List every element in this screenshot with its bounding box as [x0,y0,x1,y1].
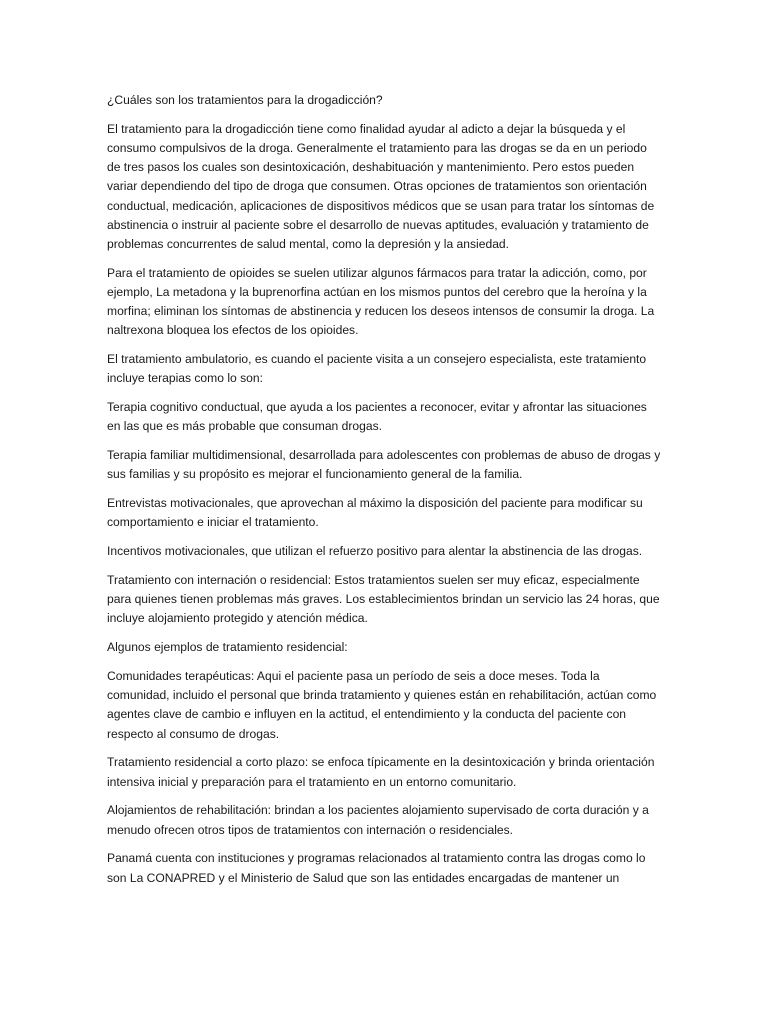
paragraph-therapeutic-communities: Comunidades terapéuticas: Aqui el paciente pasa un período de seis a doce meses. Toda la comunidad, incluido el personal que brinda tratamiento y quienes están en rehabilitación, actúan como agentes clave de cambio e influyen en la actitud, el entendimiento y la conducta del paciente con respecto al consumo de drogas. [107,669,657,741]
paragraph-recovery-housing: Alojamientos de rehabilitación: brindan a los pacientes alojamiento supervisado de corta duración y a menudo ofrecen otros tipos de tratamientos con internación o residenciales. [107,803,649,837]
paragraph-cognitive-behavioral-therapy: Terapia cognitivo conductual, que ayuda a los pacientes a reconocer, evitar y afrontar las situaciones en las que es más probable que consuman drogas. [107,400,647,434]
paragraph-treatment-overview: El tratamiento para la drogadicción tiene como finalidad ayudar al adicto a dejar la búsqueda y el consumo compulsivos de la droga. Generalmente el tratamiento para las drogas se da en un periodo de tres pasos los cuales son desintoxicación, deshabituación y mantenimiento. Pero estos pueden variar dependiendo del tipo de droga que consumen. Otras opciones de tratamientos son orientación conductual, medicación, aplicaciones de dispositivos médicos que se usan para tratar los síntomas de abstinencia o instruir al paciente sobre el desarrollo de nuevas aptitudes, evaluación y tratamiento de problemas concurrentes de salud mental, como la depresión y la ansiedad. [107,121,655,252]
paragraph-short-term-residential: Tratamiento residencial a corto plazo: se enfoca típicamente en la desintoxicación y brinda orientación intensiva inicial y preparación para el tratamiento en un entorno comunitario. [107,755,655,789]
paragraph-motivational-incentives: Incentivos motivacionales, que utilizan el refuerzo positivo para alentar la abstinencia de las drogas. [107,544,643,559]
document-question-heading: ¿Cuáles son los tratamientos para la drogadicción? [107,93,383,107]
paragraph-residential-treatment: Tratamiento con internación o residencial: Estos tratamientos suelen ser muy eficaz, especialmente para quienes tienen problemas más graves. Los establecimientos brindan un servicio las 24 horas, que incluye alojamiento protegido y atención médica. [107,573,660,626]
paragraph-motivational-interviews: Entrevistas motivacionales, que aprovechan al máximo la disposición del paciente para modificar su comportamiento e iniciar el tratamiento. [107,496,643,530]
paragraph-outpatient-treatment: El tratamiento ambulatorio, es cuando el paciente visita a un consejero especialista, este tratamiento incluye terapias como lo son: [107,352,647,386]
paragraph-family-therapy: Terapia familiar multidimensional, desarrollada para adolescentes con problemas de abuso de drogas y sus familias y su propósito es mejorar el funcionamiento general de la familia. [107,448,661,482]
document-page [107,91,663,897]
paragraph-panama-institutions: Panamá cuenta con instituciones y programas relacionados al tratamiento contra las drogas como lo son La CONAPRED y el Ministerio de Salud que son las entidades encargadas de mantener un [107,851,646,885]
paragraph-opioid-treatment: Para el tratamiento de opioides se suelen utilizar algunos fármacos para tratar la adicción, como, por ejemplo, La metadona y la buprenorfina actúan en los mismos puntos del cerebro que la heroína y la morfina; eliminan los síntomas de abstinencia y reducen los deseos intensos de consumir la droga. La naltrexona bloquea los efectos de los opioides. [107,265,655,338]
paragraph-residential-examples: Algunos ejemplos de tratamiento residencial: [107,640,348,655]
